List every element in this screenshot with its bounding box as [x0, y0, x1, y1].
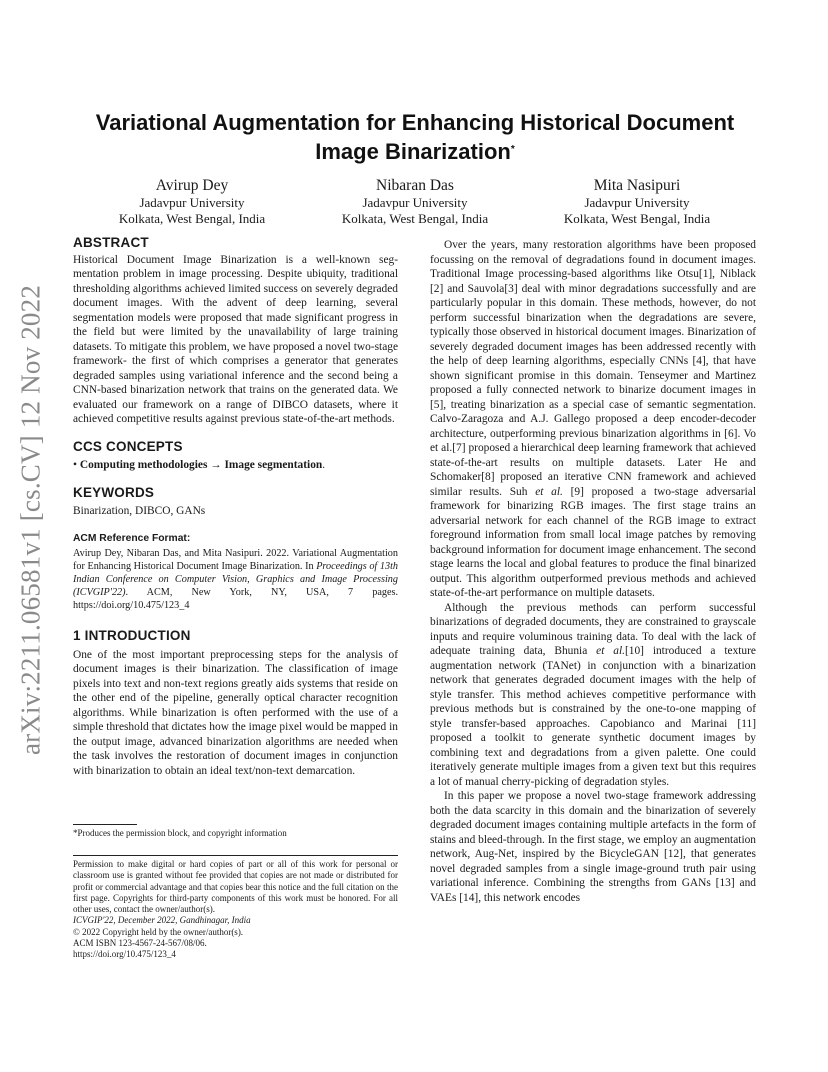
- acm-reference-text: Avirup Dey, Nibaran Das, and Mita Nasipuri. 2022. Variational Augmentation for Enhancing Historical Document Image Binarization. In Proceedings of 13th Indian Conference on Computer Vision, Graphics and Image Processing (ICVGIP'22). ACM, New York, NY, USA, 7 pages. https://doi.org/10.475/123_4: [73, 548, 398, 611]
- permission-rule: [73, 855, 398, 856]
- permission-block: [73, 859, 398, 961]
- author-location: Kolkata, West Bengal, India: [563, 211, 711, 226]
- author-name: Nibaran Das: [376, 177, 454, 194]
- conference-venue: ICVGIP'22, December 2022, Gandhinagar, India: [73, 915, 251, 926]
- isbn-line: ACM ISBN 123-4567-24-567/08/06.: [73, 938, 207, 949]
- left-column: [73, 236, 398, 778]
- doi-link[interactable]: https://doi.org/10.475/123_4: [73, 949, 176, 960]
- related-work-paragraph: Over the years, many restoration algorithms have been proposed focussing on the removal of degradations found in document images. Traditional Image processing-based algorithms like Otsu[1], Niblack [2] and Sauvola[3] deal with minor degradations successfully and are particularly popular in this domain. These methods, however, do not perform successful binarization when the degradations are severe, typically those observed in historical document images. Binarization of severely degraded document images has been addressed recently with the help of deep learning algorithms, especially CNNs [4], that have shown significant promise in this domain. Tenseymer and Martinez proposed a fully connected network to binarize document images in [5], treating binarization as a special case of semantic segmentation. Calvo-Zaragoza and A.J. Gallego proposed a deep encoder-decoder architecture, outperforming previous binarization algorithms in [6]. Vo et al.[7] proposed a hierarchical deep learning framework that achieved state-of-the-art results on multiple datasets. Later He and Schomaker[8] proposed an iterative CNN framework and achieved similar results. Suh et al. [9] proposed a two-stage adversarial framework for binarizing RGB images. The first stage trains an adversarial network for each channel of the RGB image to extract foreground information from small local image patches by removing background information for document image enhancement. The second stage learns the local and global features to produce the final binarized output. This algorithm outperformed previous methods and achieved state-of-the-art performance on multiple datasets.: [430, 239, 756, 599]
- augmentation-paragraph: Although the previous methods can perform successful binarizations of degraded documents, they are constrained to grayscale inputs and require voluminous training data. To deal with the lack of adequate training data, Bhunia et al.[10] introduced a texture augmentation network (TANet) in conjunction with a binarization network that generates degraded document images with the help of style transfer. This method achieves competitive performance with previous methods but is constrained by the one-to-one mapping of style transfer-based approaches. Capobianco and Marinai [11] proposed a toolkit to generate synthetic document images by combining text and degradations from a given palette. One could iteratively generate multiple images from a given text but this requires a lot of manual cherry-picking of degradation styles.: [430, 601, 756, 788]
- title-line-2: Image Binarization*: [315, 139, 515, 164]
- author-1: [72, 177, 312, 227]
- ccs-concepts: • Computing methodologies → Image segmentation.: [73, 459, 326, 471]
- permission-text: Permission to make digital or hard copies of part or all of this work for personal or classroom use is granted without fee provided that copies are not made or distributed for profit or commercial advantage and that copies bear this notice and the full citation on the first page. Copyrights for third-party components of this work must be honored. For all other uses, contact the owner/author(s).: [73, 859, 398, 915]
- copyright-line: © 2022 Copyright held by the owner/author(s).: [73, 926, 244, 937]
- right-column: [430, 238, 756, 905]
- proposal-paragraph: In this paper we propose a novel two-stage framework addressing both the data scarcity in this domain and the binarization of severely degraded document images containing multiple artefacts in the form of stains and bleed-through. In the first stage, we employ an augmentation network, Aug-Net, inspired by the BicycleGAN [12], that generates novel degraded samples from a single image-ground truth pair using variational inference. Combining the strengths from GANs [13] and VAEs [14], this network encodes: [430, 790, 756, 904]
- author-2: [295, 177, 535, 227]
- author-3: [517, 177, 757, 227]
- keywords-heading: KEYWORDS: [73, 484, 155, 500]
- ccs-item: Computing methodologies → Image segmentation: [79, 459, 323, 471]
- author-affiliation: Jadavpur University: [362, 195, 468, 210]
- author-affiliation: Jadavpur University: [584, 195, 690, 210]
- footnote-rule: [73, 824, 137, 825]
- abstract-heading: ABSTRACT: [73, 235, 149, 250]
- author-name: Avirup Dey: [155, 177, 229, 194]
- author-location: Kolkata, West Bengal, India: [341, 211, 489, 226]
- arxiv-identifier: arXiv:2211.06581v1 [cs.CV] 12 Nov 2022: [15, 284, 46, 756]
- keywords-text: Binarization, DIBCO, GANs: [73, 505, 206, 517]
- title-footnote-mark: *: [510, 144, 515, 155]
- author-location: Kolkata, West Bengal, India: [118, 211, 266, 226]
- title-line-1: Variational Augmentation for Enhancing Historical Document: [95, 110, 735, 135]
- abstract-text: Historical Document Image Binarization is a well-known seg- mentation problem in image processing. Despite ubiquity, traditional thresholding algorithms achieved limited success on severely degraded document images. With the advent of deep learning, several segmentation models were proposed that made significant progress in the field but were limited by the unavailability of large training datasets. To mitigate this problem, we have proposed a novel two-stage framework- the first of which comprises a generator that generates degraded samples using variational inference and the second being a CNN-based binarization network that trains on the generated data. We evaluated our framework on a range of DIBCO datasets, where it achieved competitive results against previous state-of-the-art methods.: [73, 253, 398, 425]
- introduction-heading: 1 INTRODUCTION: [73, 628, 191, 643]
- author-name: Mita Nasipuri: [593, 177, 681, 194]
- footnote: *Produces the permission block, and copyright information: [73, 828, 287, 838]
- introduction-paragraph: One of the most important preprocessing steps for the analysis of document images is their binarization. The classification of image pixels into text and non-text regions greatly aids systems that reside on the other end of the pipeline, generally optical character recognition algorithms. While binarization is often performed with the use of a simple threshold that dictates how the image pixel would be mapped in the output image, advanced binarization algorithms are needed when the task involves the restoration of document images in conjunction with binarization to obtain an ideal text/non-text demarcation.: [73, 648, 398, 777]
- ccs-heading: CCS CONCEPTS: [73, 438, 183, 454]
- acm-reference-heading: ACM Reference Format:: [73, 532, 191, 544]
- arxiv-sidebar: [2, 280, 60, 760]
- paper-title: [70, 108, 760, 166]
- author-affiliation: Jadavpur University: [139, 195, 245, 210]
